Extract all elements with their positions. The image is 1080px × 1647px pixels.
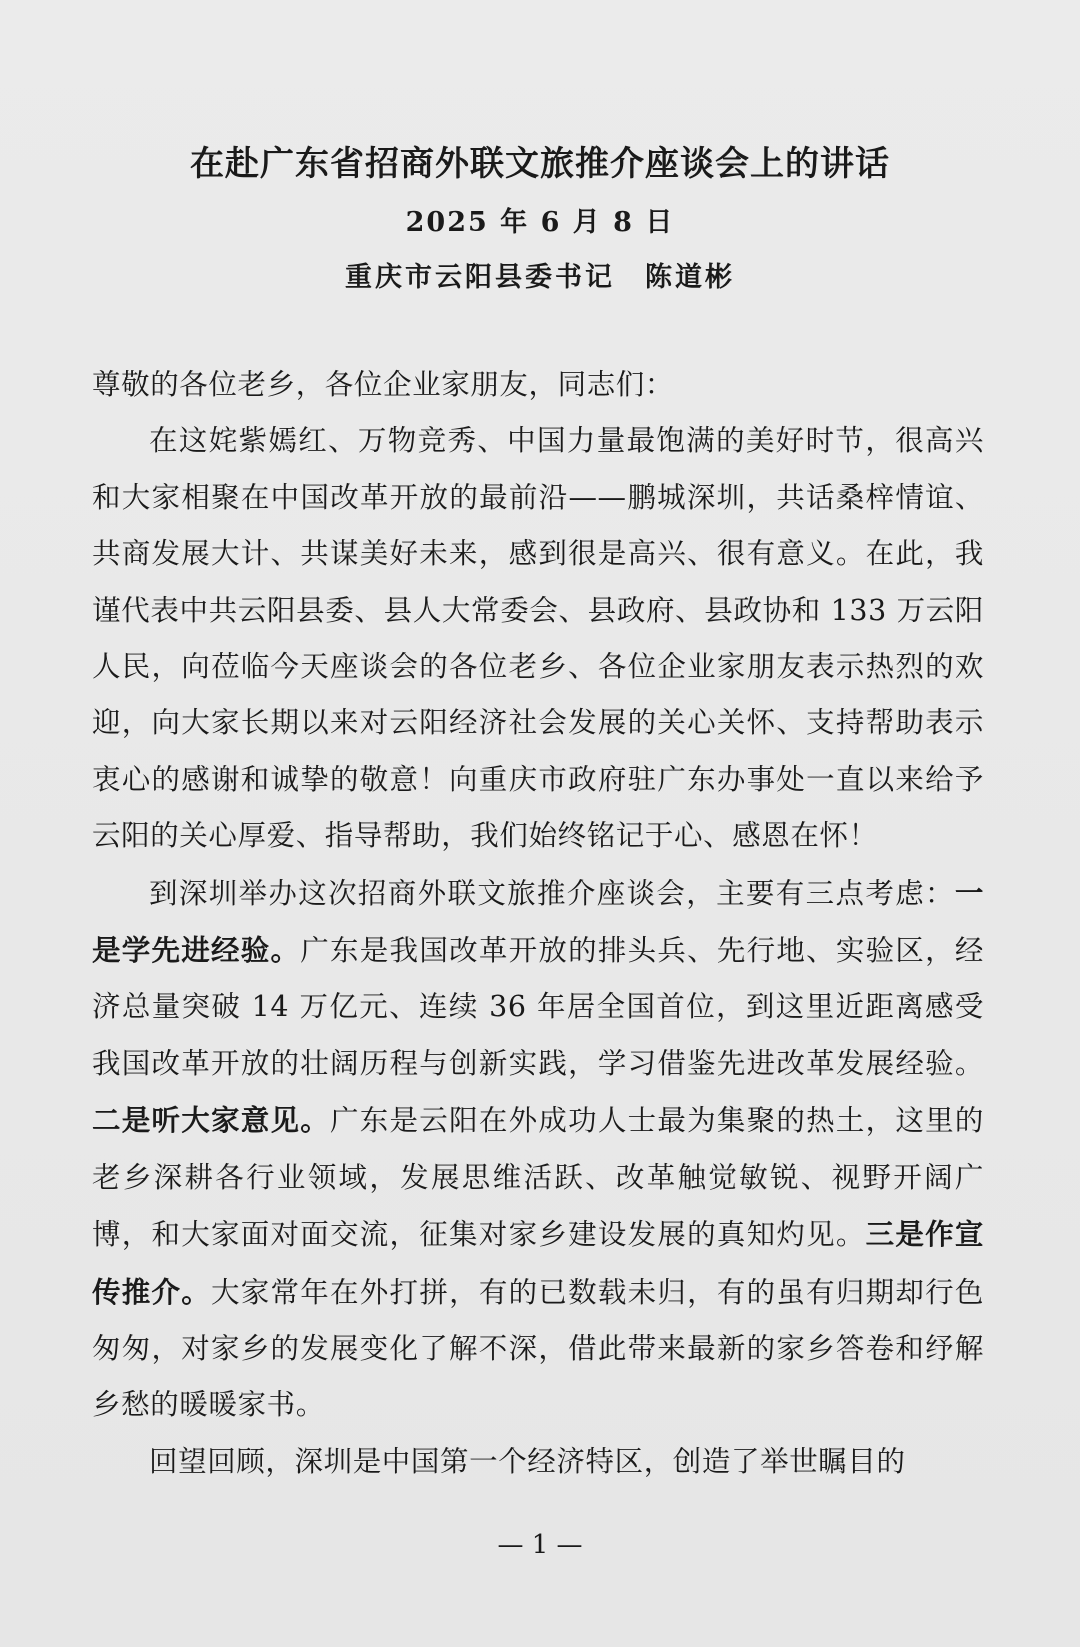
point-1-text: 广东是我国改革开放的排头兵、先行地、实验区，经济总量突破 14 万亿元、连续 36 年居全国首位，到这里近距离感受我国改革开放的壮阔历程与创新实践，学习借鉴先进改革发展经验。 (92, 934, 985, 1080)
document-title: 在赴广东省招商外联文旅推介座谈会上的讲话 (190, 144, 890, 184)
point-1-heading: 一是学先进经验。 (92, 875, 984, 968)
page-number: — 1 — (497, 1530, 583, 1560)
paragraph-welcome: 在这姹紫嫣红、万物竞秀、中国力量最饱满的美好时节，很高兴和大家相聚在中国改革开放的最前沿——鹏城深圳，共话桑梓情谊、共商发展大计、共谋美好未来，感到很是高兴、很有意义。在此，我谨代表中共云阳县委、县人大常委会、县政府、县政协和 133 万云阳人民，向莅临今天座谈会的各位老乡、各位企业家朋友表示热烈的欢迎，向大家长期以来对云阳经济社会发展的关心关怀、支持帮助表示衷心的感谢和诚挚的敬意！向重庆市政府驻广东办事处一直以来给予云阳的关心厚爱、指导帮助，我们始终铭记于心、感恩在怀！ (92, 424, 984, 853)
paragraph-three-considerations (92, 865, 984, 1434)
paragraph-retrospect: 回望回顾，深圳是中国第一个经济特区，创造了举世瞩目的 (149, 1444, 906, 1478)
considerations-intro: 到深圳举办这次招商外联文旅推介座谈会，主要有三点考虑： (149, 876, 955, 910)
document-body (92, 357, 984, 1490)
point-2-text: 广东是云阳在外成功人士最为集聚的热土，这里的老乡深耕各行业领域，发展思维活跃、改革触觉敏锐、视野开阔广博，和大家面对面交流，征集对家乡建设发展的真知灼见。 (92, 1104, 984, 1252)
salutation: 尊敬的各位老乡，各位企业家朋友，同志们： (92, 368, 675, 401)
point-3-text: 大家常年在外打拼，有的已数载未归，有的虽有归期却行色匆匆，对家乡的发展变化了解不深，借此带来最新的家乡答卷和纾解乡愁的暖暖家书。 (92, 1275, 984, 1422)
document-date: 2025 年 6 月 8 日 (405, 207, 675, 238)
point-2-heading: 二是听大家意见。 (92, 1103, 331, 1138)
point-3-heading: 三是作宣传推介。 (92, 1217, 984, 1309)
document-author: 重庆市云阳县委书记 陈道彬 (345, 262, 735, 293)
